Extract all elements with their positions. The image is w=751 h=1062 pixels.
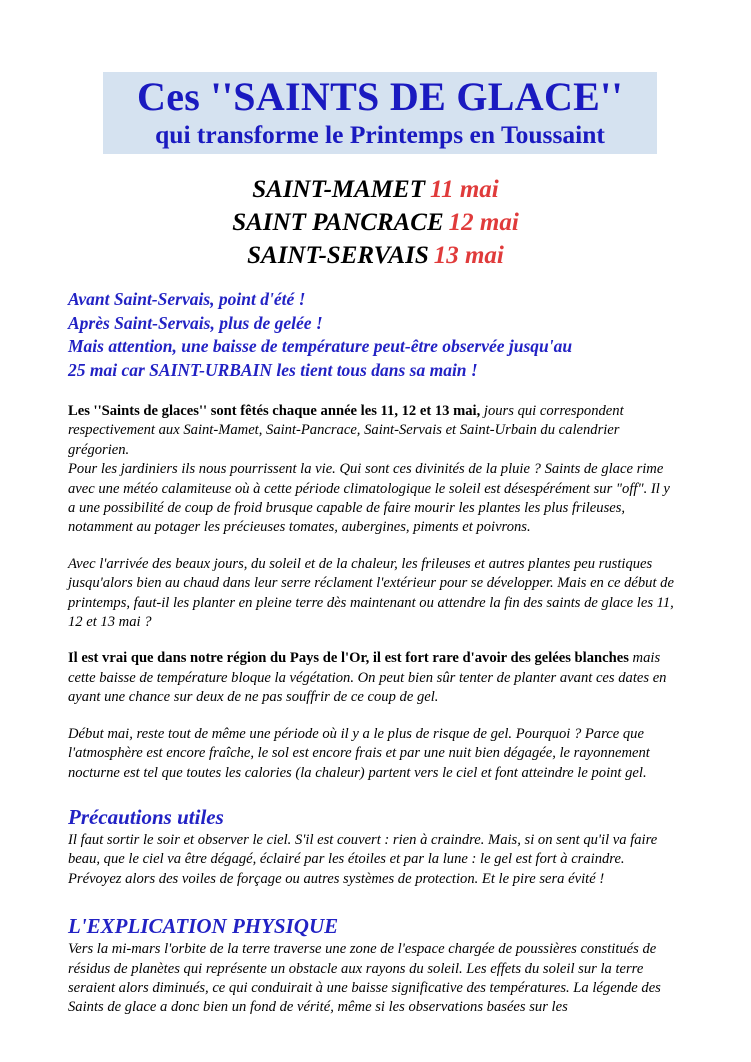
paragraph-jardiniers: Pour les jardiniers ils nous pourrissent la vie. Qui sont ces divinités de la pluie ? Saints de glace rime avec une météo calamiteuse où à cette période climatologique le soleil est désespérément sur "off". Il y a une possibilité de coup de froid brusque capable de faire mourir les plantes les plus frileuses, notamment au potager les précieuses tomates, aubergines, piments et poivrons. <box>68 461 670 536</box>
saint-row <box>0 173 751 206</box>
document-body <box>68 402 680 1018</box>
paragraph-precautions: Il faut sortir le soir et observer le ciel. S'il est couvert : rien à craindre. Mais, si on sent qu'il va faire beau, que le ciel va être dégagé, éclairé par les étoiles et par la lune : le gel est fort à craindre. Prévoyez alors des voiles de forçage ou autres systèmes de protection. Et le pire sera évité ! <box>68 831 658 887</box>
proverb-line: Mais attention, une baisse de température peut-être observée jusqu'au <box>68 336 573 356</box>
title-subtitle: qui transforme le Printemps en Toussaint <box>155 120 605 149</box>
proverb-line: 25 mai car SAINT-URBAIN les tient tous dans sa main ! <box>68 359 478 380</box>
paragraph-text: mais cette baisse de température bloque la végétation. On peut bien sûr tenter de planter avant ces dates en ayant une chance sur deux de ne pas souffrir de ce coup de gel. <box>68 650 667 706</box>
document-title-block <box>103 72 657 154</box>
paragraph-explication: Vers la mi-mars l'orbite de la terre traverse une zone de l'espace chargée de poussières constitués de résidus de planètes qui représente un obstacle aux rayons du soleil. Les effets du soleil sur la terre seraient alors diminués, ce qui conduirait à une baisse significative des températures. La légende des Saints de glace a donc bien un fond de vérité, même si les observations basées sur les <box>68 941 661 1016</box>
saint-date: 12 mai <box>448 209 519 236</box>
saint-date: 13 mai <box>433 242 504 269</box>
saint-name: SAINT-SERVAIS <box>247 242 429 269</box>
saint-date: 11 mai <box>429 176 499 203</box>
proverb-block <box>68 288 678 382</box>
paragraph-text: jours qui correspondent respectivement aux Saint-Mamet, Saint-Pancrace, Saint-Servais et Saint-Urbain du calendrier grégorien. <box>68 403 624 458</box>
section-heading-explication: L'EXPLICATION PHYSIQUE <box>68 914 339 939</box>
paragraph-debut-mai: Début mai, reste tout de même une période où il y a le plus de risque de gel. Pourquoi ? Parce que l'atmosphère est encore fraîche, le sol est encore frais et par une nuit bien dégagée, le rayonnement nocturne est tel que toutes les calories (la chaleur) partent vers le ciel et font atteindre le point gel. <box>68 725 650 781</box>
saint-name: SAINT PANCRACE <box>232 209 444 236</box>
proverb-line: Avant Saint-Servais, point d'été ! <box>68 289 306 309</box>
paragraph-lead-bold: Il est vrai que dans notre région du Pays de l'Or, il est fort rare d'avoir des gelées blanches <box>68 650 629 667</box>
saint-row <box>0 206 751 239</box>
proverb-line: Après Saint-Servais, plus de gelée ! <box>68 312 323 333</box>
paragraph-pays-de-lor <box>68 649 680 707</box>
section-heading-precautions: Précautions utiles <box>68 804 224 829</box>
paragraph-lead-bold: Les ''Saints de glaces'' sont fêtés chaque année les 11, 12 et 13 mai, <box>68 403 481 419</box>
paragraph-intro <box>68 402 680 460</box>
title-main: Ces ''SAINTS DE GLACE'' <box>137 74 623 119</box>
paragraph-beaux-jours: Avec l'arrivée des beaux jours, du soleil et de la chaleur, les frileuses et autres plantes peu rustiques jusqu'alors bien au chaud dans leur serre réclament l'extérieur pour se développer. Mais en ce début de printemps, faut-il les planter en pleine terre dès maintenant ou attendre la fin des saints de glace les 11, 12 et 13 mai ? <box>68 555 674 631</box>
saint-row <box>0 239 751 272</box>
saints-dates-list <box>0 173 751 272</box>
saint-name: SAINT-MAMET <box>252 176 425 203</box>
